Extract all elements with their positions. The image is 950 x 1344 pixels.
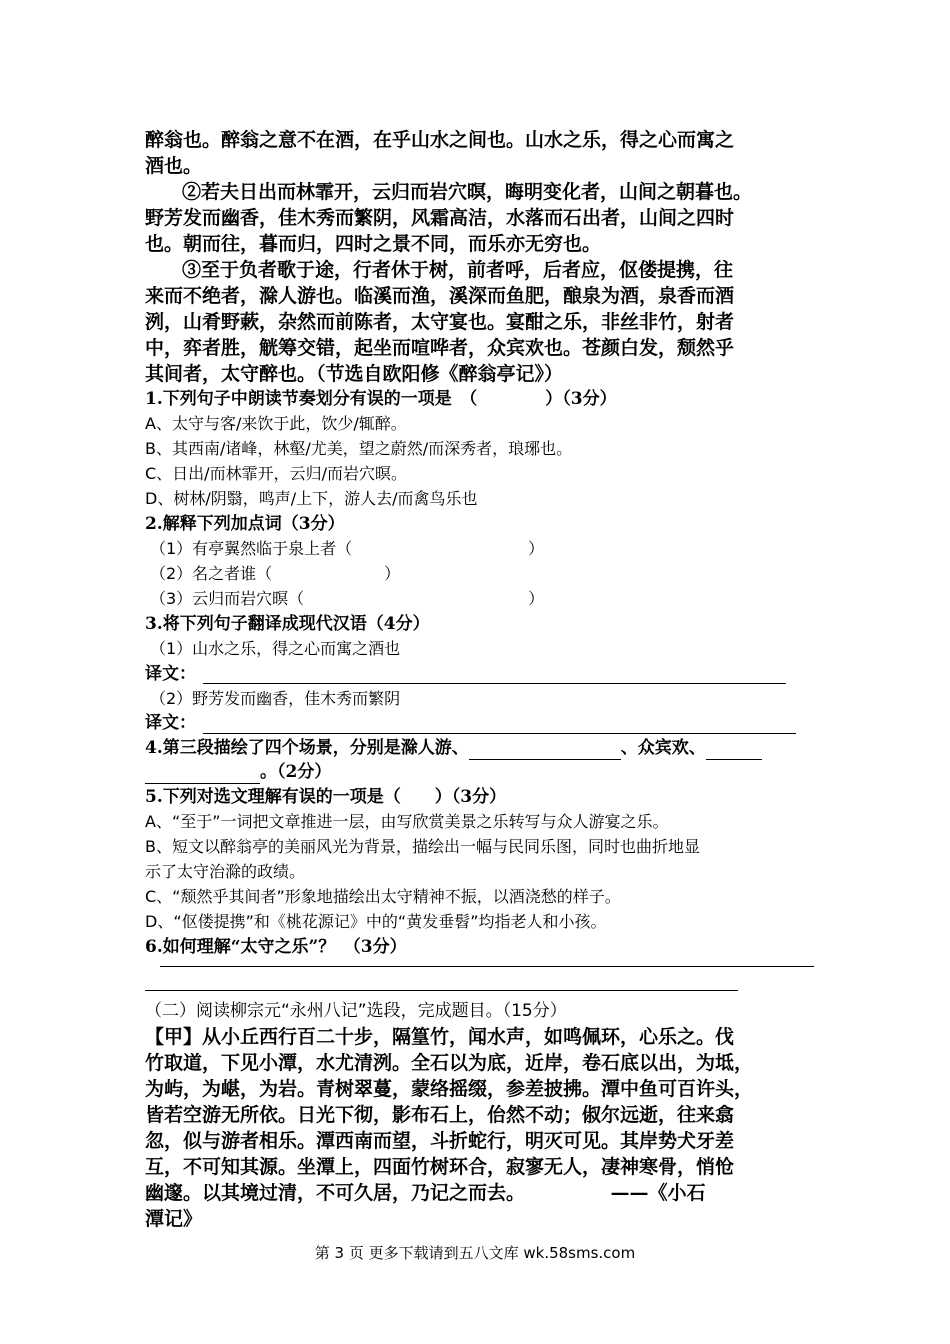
passage-line: 皆若空游无所依。日光下彻，影布石上，佁然不动；俶尔远逝，往来翕 — [145, 1104, 735, 1126]
answer-blank[interactable] — [145, 765, 260, 784]
q2-item-2: （2）名之者谁（ ） — [150, 564, 401, 583]
passage-line: 潭记》 — [145, 1208, 203, 1230]
q5-option-a: A、“至于”一词把文章推进一层，由写欣赏美景之乐转写与众人游宴之乐。 — [145, 812, 669, 831]
section-2-heading: （二）阅读柳宗元“永州八记”选段，完成题目。（15分） — [145, 1001, 567, 1021]
passage-line: 酒也。 — [145, 155, 203, 177]
q1-option-a: A、太守与客/来饮于此，饮少/辄醉。 — [145, 414, 407, 433]
passage-line: 互，不可知其源。坐潭上，四面竹树环合，寂寥无人，凄神寒骨，悄怆 — [145, 1156, 735, 1178]
question-3-stem: 3.将下列句子翻译成现代汉语（4分） — [145, 614, 430, 634]
passage-line: 来而不绝者，滁人游也。临溪而渔，溪深而鱼肥，酿泉为酒，泉香而酒 — [145, 285, 735, 307]
passage-line: 忽，似与游者相乐。潭西南而望，斗折蛇行，明灭可见。其岸势犬牙差 — [145, 1130, 735, 1152]
q2-item-1: （1）有亭翼然临于泉上者（ ） — [150, 539, 545, 558]
passage-line: 为屿，为嵁，为岩。青树翠蔓，蒙络摇缀，参差披拂。潭中鱼可百许头， — [145, 1078, 754, 1100]
q5-option-c: C、“颓然乎其间者”形象地描绘出太守精神不振，以酒浇愁的样子。 — [145, 887, 621, 906]
passage-line: 其间者，太守醉也。（节选自欧阳修《醉翁亭记》） — [145, 363, 564, 385]
question-1-stem: 1.下列句子中朗读节奏划分有误的一项是 （ ）（3分） — [145, 389, 617, 409]
passage-line: 野芳发而幽香，佳木秀而繁阴，风霜高洁，水落而石出者，山间之四时 — [145, 207, 735, 229]
answer-line[interactable] — [203, 733, 796, 734]
answer-line[interactable] — [145, 990, 738, 991]
answer-blank[interactable] — [469, 741, 621, 760]
q1-option-c: C、日出/而林霏开，云归/而岩穴暝。 — [145, 464, 407, 483]
question-5-stem: 5.下列对选文理解有误的一项是（ ）（3分） — [145, 787, 507, 807]
question-4-stem — [145, 736, 762, 760]
q2-item-3: （3）云归而岩穴暝（ ） — [150, 589, 545, 608]
q1-option-b: B、其西南/诸峰，林壑/尤美，望之蔚然/而深秀者，琅琊也。 — [145, 439, 573, 458]
q4-part-2: 、众宾欢、 — [620, 738, 706, 758]
q5-option-d: D、“伛偻提携”和《桃花源记》中的“黄发垂髫”均指老人和小孩。 — [145, 912, 607, 931]
q1-option-d: D、树林/阴翳，鸣声/上下，游人去/而禽鸟乐也 — [145, 489, 478, 508]
page-footer: 第 3 页 更多下载请到五八文库 wk.58sms.com — [314, 1244, 636, 1262]
passage-line: 【甲】从小丘西行百二十步，隔篁竹，闻水声，如鸣佩环，心乐之。伐 — [145, 1026, 735, 1048]
question-2-stem: 2.解释下列加点词（3分） — [145, 514, 345, 534]
passage-line: 也。朝而往，暮而归，四时之景不同，而乐亦无穷也。 — [145, 233, 602, 255]
question-6-stem: 6.如何理解“太守之乐”？ （3分） — [145, 937, 407, 957]
passage-line: 洌，山肴野蔌，杂然而前陈者，太守宴也。宴酣之乐，非丝非竹，射者 — [145, 311, 735, 333]
passage-line: ③至于负者歌于途，行者休于树，前者呼，后者应，伛偻提携，往 — [182, 259, 734, 281]
q4-part-3: 。（2分） — [260, 762, 332, 782]
q4-part-1: 4.第三段描绘了四个场景，分别是滁人游、 — [145, 738, 469, 758]
passage-line: 竹取道，下见小潭，水尤清洌。全石以为底，近岸，卷石底以出，为坻， — [145, 1052, 754, 1074]
answer-line[interactable] — [203, 683, 786, 684]
q5-option-b: B、短文以醉翁亭的美丽风光为背景，描绘出一幅与民同乐图，同时也曲折地显 — [145, 837, 700, 856]
passage-line: 中，弈者胜，觥筹交错，起坐而喧哗者，众宾欢也。苍颜白发，颓然乎 — [145, 337, 735, 359]
passage-line: 醉翁也。醉翁之意不在酒，在乎山水之间也。山水之乐，得之心而寓之 — [145, 129, 735, 151]
passage-line: 幽邃。以其境过清，不可久居，乃记之而去。 ——《小石 — [145, 1182, 706, 1204]
passage-line: ②若夫日出而林霏开，云归而岩穴暝，晦明变化者，山间之朝暮也。 — [182, 181, 753, 203]
q3-answer-label-2: 译文： — [145, 713, 196, 733]
q3-answer-label-1: 译文： — [145, 664, 196, 684]
answer-blank[interactable] — [706, 741, 762, 760]
q3-item-2: （2）野芳发而幽香，佳木秀而繁阴 — [150, 689, 401, 708]
q3-item-1: （1）山水之乐，得之心而寓之酒也 — [150, 639, 401, 658]
q5-option-b-cont: 示了太守治滁的政绩。 — [145, 862, 306, 881]
answer-line[interactable] — [160, 966, 814, 967]
question-4-cont — [145, 760, 331, 784]
